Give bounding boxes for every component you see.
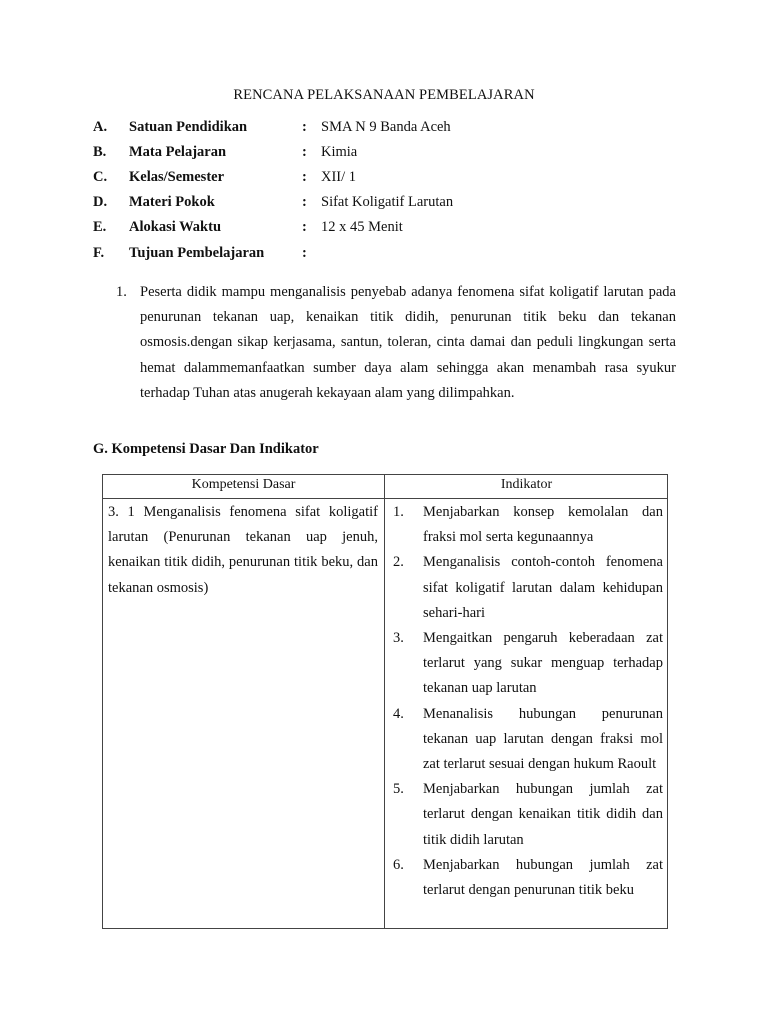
indicator-number: 6. — [393, 856, 404, 873]
indicator-text: Menjabarkan hubungan jumlah zat terlarut dengan kenaikan titik didih dan titik didih larutan — [423, 781, 663, 848]
indicator-number: 3. — [393, 630, 404, 647]
section-heading-kompetensi: G. Kompetensi Dasar Dan Indikator — [93, 441, 319, 457]
indicator-text: Menjabarkan konsep kemolalan dan fraksi mol serta kegunaannya — [423, 504, 663, 546]
info-letter: A. — [93, 119, 108, 135]
indicator-item — [393, 853, 663, 903]
info-row-tujuan-pembelajaran — [0, 245, 768, 265]
info-label: Kelas/Semester — [129, 169, 225, 185]
info-row-alokasi-waktu — [0, 219, 768, 239]
goal-text: Peserta didik mampu menganalisis penyebab adanya fenomena sifat koligatif larutan pada penurunan tekanan uap, kenaikan titik didih, penurunan titik beku dan tekanan osmosis.dengan sikap kerjasama, santun, toleran, cinta damai dan peduli lingkungan serta hemat dalammemanfaatkan sumber daya alam sehingga akan menambah rasa syukur terhadap Tuhan atas anugerah kekayaan alam yang dilimpahkan. — [140, 284, 676, 401]
indicator-text: Menjabarkan hubungan jumlah zat terlarut dengan penurunan titik beku — [423, 856, 663, 899]
indicator-number: 1. — [393, 504, 404, 520]
info-colon: : — [302, 169, 307, 185]
info-letter: D. — [93, 194, 108, 210]
info-letter: C. — [93, 169, 108, 185]
info-value: XII/ 1 — [321, 169, 357, 185]
indicator-item — [393, 550, 663, 626]
indicator-item — [393, 702, 663, 778]
kompetensi-table — [102, 474, 668, 929]
info-colon: : — [302, 194, 307, 210]
info-colon: : — [302, 245, 307, 261]
info-row-satuan-pendidikan — [0, 119, 768, 139]
info-colon: : — [302, 119, 307, 135]
document-title: RENCANA PELAKSANAAN PEMBELAJARAN — [233, 87, 535, 103]
info-label: Materi Pokok — [129, 194, 215, 210]
info-value: Kimia — [321, 144, 358, 160]
goal-number: 1. — [116, 284, 127, 300]
info-row-mata-pelajaran — [0, 144, 768, 164]
info-row-materi-pokok — [0, 194, 768, 214]
indicator-item — [393, 500, 663, 550]
info-row-kelas-semester — [0, 169, 768, 189]
table-column-divider — [384, 475, 385, 928]
info-label: Satuan Pendidikan — [129, 119, 248, 135]
info-label: Mata Pelajaran — [129, 144, 227, 160]
kompetensi-dasar-cell: 3. 1 Menganalisis fenomena sifat koligatif larutan (Penurunan tekanan uap jenuh, kenaikan titik didih, penurunan titik beku, dan tekanan osmosis) — [108, 504, 378, 596]
info-letter: E. — [93, 219, 107, 235]
indicator-number: 5. — [393, 781, 404, 798]
indicator-number: 4. — [393, 705, 404, 722]
info-value: 12 x 45 Menit — [321, 219, 403, 235]
indicator-number: 2. — [393, 554, 404, 571]
info-colon: : — [302, 219, 307, 235]
indicator-item — [393, 626, 663, 702]
table-header-indikator: Indikator — [500, 477, 553, 492]
indicator-text: Menanalisis hubungan penurunan tekanan uap larutan dengan fraksi mol zat terlarut sesuai dengan hukum Raoult — [423, 705, 663, 773]
info-value: Sifat Koligatif Larutan — [321, 194, 454, 210]
table-header-kompetensi-dasar: Kompetensi Dasar — [191, 477, 296, 492]
learning-goal-item — [116, 280, 676, 406]
info-label: Tujuan Pembelajaran — [129, 245, 265, 261]
info-letter: F. — [93, 245, 105, 261]
indicator-item — [393, 777, 663, 853]
info-colon: : — [302, 144, 307, 160]
info-label: Alokasi Waktu — [129, 219, 222, 235]
info-value: SMA N 9 Banda Aceh — [321, 119, 451, 135]
indicator-text: Mengaitkan pengaruh keberadaan zat terlarut yang sukar menguap terhadap tekanan uap larutan — [423, 630, 663, 697]
info-letter: B. — [93, 144, 107, 160]
indicator-text: Menganalisis contoh-contoh fenomena sifat koligatif larutan dalam kehidupan sehari-hari — [423, 554, 663, 621]
table-header-row — [103, 475, 667, 499]
indikator-cell — [393, 500, 663, 903]
